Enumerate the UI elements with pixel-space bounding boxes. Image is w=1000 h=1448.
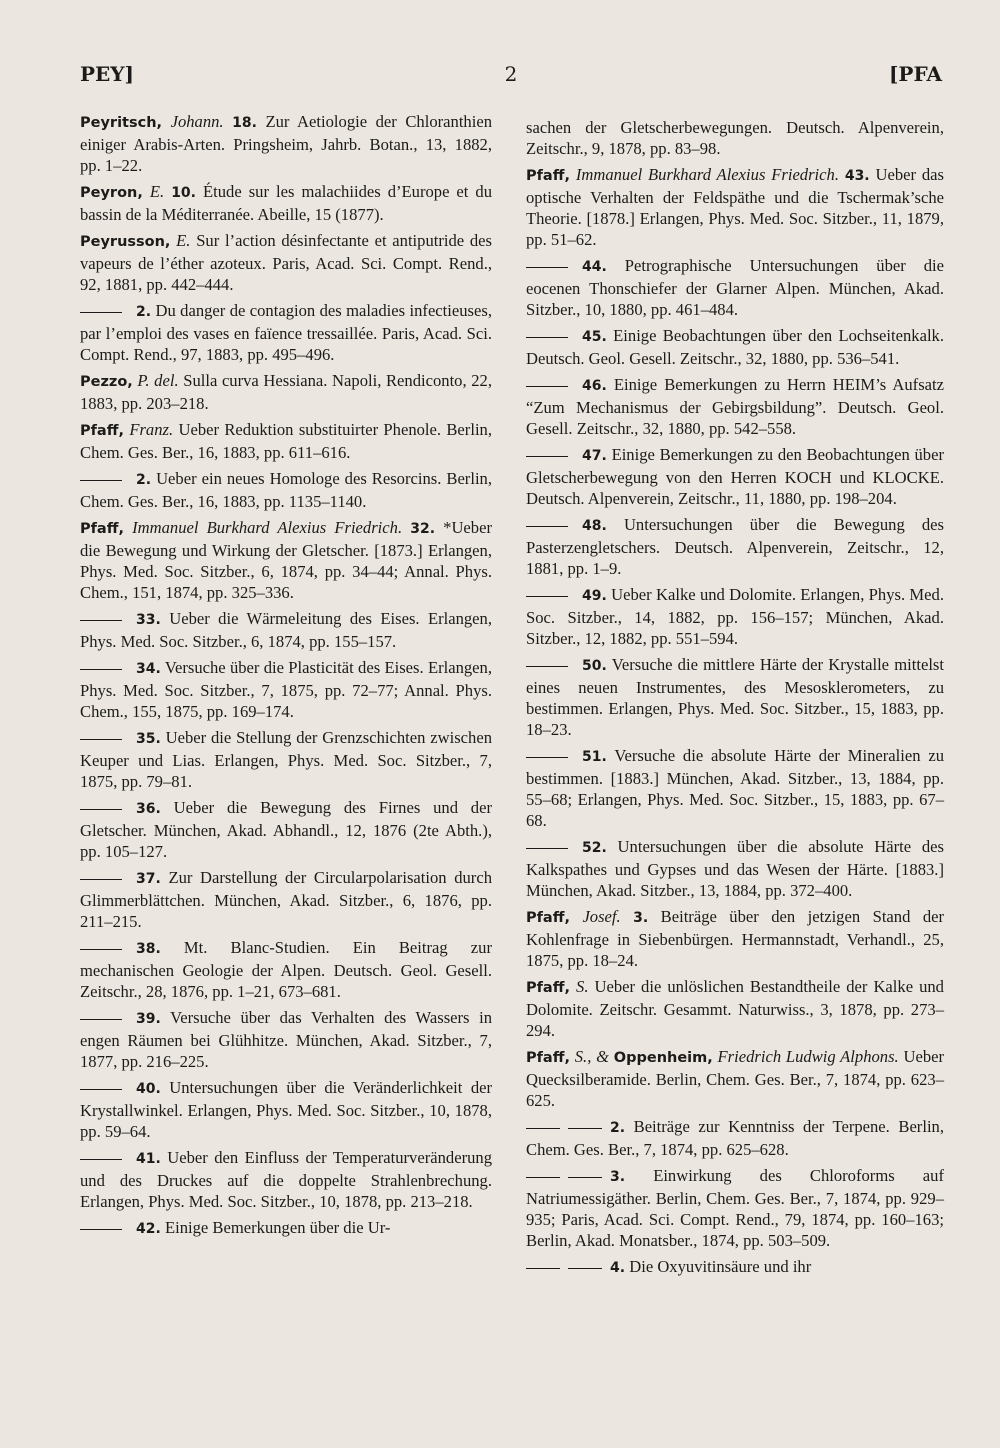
bibliography-entry	[80, 1217, 492, 1240]
entry-number: 44.	[582, 259, 607, 275]
bibliography-entry	[526, 514, 944, 579]
repeat-dash	[80, 312, 122, 313]
repeat-dash	[80, 739, 122, 740]
repeat-dash	[526, 526, 568, 527]
author-given-name: E.	[176, 231, 191, 250]
repeat-dash	[568, 1268, 602, 1269]
author-given-name: P. del.	[137, 371, 179, 390]
author-name: Pfaff,	[526, 168, 570, 184]
entry-text: Einige Bemerkungen zu Herrn HEIM’s Aufsatz “Zum Mechanismus der Gebirgsbildung”. Deutsch. Geol. Gesell. Zeitschr., 32, 1880, pp. 542–558.	[526, 375, 944, 438]
left-column	[80, 111, 492, 1245]
repeat-dash	[80, 949, 122, 950]
entry-text: Versuche die absolute Härte der Mineralien zu bestimmen. [1883.] München, Akad. Sitzber., 13, 1884, pp. 55–68; Erlangen, Phys. Med. Soc. Sitzber., 15, 1883, pp. 67–68.	[526, 746, 944, 830]
bibliography-entry	[526, 906, 944, 971]
repeat-dash	[526, 596, 568, 597]
entry-text: Die Oxyuvitinsäure und ihr	[629, 1257, 812, 1276]
entry-number: 37.	[136, 871, 161, 887]
repeat-dash	[80, 1019, 122, 1020]
author-name: Pfaff,	[80, 521, 124, 537]
author-name: Peyritsch,	[80, 115, 163, 131]
author-name: Pfaff,	[526, 910, 570, 926]
entry-text: Beiträge zur Kenntniss der Terpene. Berlin, Chem. Ges. Ber., 7, 1874, pp. 625–628.	[526, 1117, 944, 1159]
entry-number: 40.	[136, 1081, 161, 1097]
author-given-name: E.	[149, 182, 165, 201]
bibliography-entry	[80, 608, 492, 652]
entry-number: 36.	[136, 801, 161, 817]
repeat-dash	[80, 1229, 122, 1230]
repeat-dash	[80, 879, 122, 880]
author-name: Peyron,	[80, 185, 143, 201]
entry-number: 10.	[171, 185, 196, 201]
author-given-name: Immanuel Burkhard Alexius Friedrich.	[575, 165, 839, 184]
entry-text: Untersuchungen über die absolute Härte des Kalkspathes und Gypses und das Wesen der Härte. [1883.] München, Akad. Sitzber., 13, 1884, pp. 372–400.	[526, 837, 944, 900]
entry-text: Ueber Reduktion substituirter Phenole. Berlin, Chem. Ges. Ber., 16, 1883, pp. 611–616.	[80, 420, 492, 462]
bibliography-entry	[80, 1147, 492, 1212]
entry-number: 38.	[136, 941, 161, 957]
entry-number: 47.	[582, 448, 607, 464]
entry-number: 46.	[582, 378, 607, 394]
entry-text: *Ueber die Bewegung und Wirkung der Gletscher. [1873.] Erlangen, Phys. Med. Soc. Sitzber., 6, 1874, pp. 34–44; Annal. Phys. Chem., 151, 1874, pp. 325–336.	[80, 518, 492, 602]
repeat-dash	[526, 1268, 560, 1269]
repeat-dash	[526, 848, 568, 849]
author-given-name: S., &	[574, 1047, 610, 1066]
repeat-dash	[526, 456, 568, 457]
entry-text: Ueber Quecksilberamide. Berlin, Chem. Ges. Ber., 7, 1874, pp. 623–625.	[526, 1047, 945, 1110]
entry-text: Ueber Kalke und Dolomite. Erlangen, Phys. Med. Soc. Sitzber., 14, 1882, pp. 156–157; München, Akad. Sitzber., 12, 1882, pp. 551–594.	[526, 585, 944, 648]
bibliography-entry	[80, 517, 492, 603]
author-given-name: Johann.	[170, 112, 224, 131]
entry-number: 34.	[136, 661, 161, 677]
entry-text: Untersuchungen über die Veränderlichkeit der Krystallwinkel. Erlangen, Phys. Med. Soc. Sitzber., 10, 1878, pp. 59–64.	[80, 1078, 493, 1141]
entry-number: 32.	[410, 521, 436, 537]
bibliography-entry	[526, 1165, 944, 1251]
bibliography-entry	[526, 255, 944, 320]
entry-number: 50.	[582, 658, 607, 674]
entry-text: Ueber die Stellung der Grenzschichten zwischen Keuper und Lias. Erlangen, Phys. Med. Soc. Sitzber., 7, 1875, pp. 79–81.	[80, 728, 492, 791]
entry-text: Versuche über das Verhalten des Wassers in engen Räumen bei Glühhitze. München, Akad. Sitzber., 7, 1877, pp. 216–225.	[80, 1008, 492, 1071]
entry-number: 2.	[136, 472, 152, 488]
author-given-name: Friedrich Ludwig Alphons.	[717, 1047, 899, 1066]
entry-number: 51.	[582, 749, 607, 765]
entry-text: Einige Bemerkungen über die Ur-	[164, 1218, 391, 1237]
entry-number: 39.	[136, 1011, 161, 1027]
bibliography-entry	[526, 976, 944, 1041]
page-number: 2	[504, 62, 518, 86]
entry-number: 43.	[844, 168, 870, 184]
bibliography-entry	[526, 325, 944, 369]
author-given-name: Immanuel Burkhard Alexius Friedrich.	[132, 518, 403, 537]
header-right: [PFA	[888, 62, 942, 86]
entry-text: Ueber die Bewegung des Firnes und der Gletscher. München, Akad. Abhandl., 12, 1876 (2te Abth.), pp. 105–127.	[80, 798, 492, 861]
bibliography-entry	[526, 745, 944, 831]
entry-text: Zur Aetiologie der Chloranthien einiger Arabis-Arten. Pringsheim, Jahrb. Botan., 13, 1882, pp. 1–22.	[80, 112, 493, 175]
entry-number: 41.	[136, 1151, 161, 1167]
bibliography-entry	[526, 117, 944, 159]
entry-number: 45.	[582, 329, 607, 345]
repeat-dash	[80, 669, 122, 670]
repeat-dash	[80, 1159, 122, 1160]
repeat-dash	[526, 1128, 560, 1129]
repeat-dash	[568, 1177, 602, 1178]
running-header	[80, 62, 942, 92]
entry-text: Sulla curva Hessiana. Napoli, Rendiconto, 22, 1883, pp. 203–218.	[80, 371, 492, 413]
bibliography-entry	[80, 727, 492, 792]
bibliography-entry	[80, 419, 492, 463]
entry-number: 4.	[610, 1260, 626, 1276]
entry-number: 2.	[610, 1120, 626, 1136]
bibliography-entry	[80, 468, 492, 512]
entry-text: sachen der Gletscherbewegungen. Deutsch. Alpenverein, Zeitschr., 9, 1878, pp. 83–98.	[526, 118, 944, 158]
entry-number: 3.	[633, 910, 649, 926]
author-name: Pezzo,	[80, 374, 133, 390]
entry-text: Versuche die mittlere Härte der Krystalle mittelst eines neuen Instrumentes, des Mesosklerometers, zu bestimmen. Erlangen, Phys. Med. Soc. Sitzber., 15, 1883, pp. 18–23.	[526, 655, 944, 739]
entry-text: Sur l’action désinfectante et antiputride des vapeurs de l’éther azoteux. Paris, Acad. Sci. Compt. Rend., 92, 1881, pp. 442–444.	[80, 231, 492, 294]
author-name: Pfaff,	[526, 980, 570, 996]
bibliography-entry	[526, 374, 944, 439]
entry-text: Einwirkung des Chloroforms auf Natriumessigäther. Berlin, Chem. Ges. Ber., 7, 1874, pp. 929–935; Paris, Acad. Sci. Compt. Rend., 79, 1874, pp. 160–163; Berlin, Akad. Monatsber., 1874, pp. 503–509.	[526, 1166, 944, 1250]
entry-text: Versuche über die Plasticität des Eises. Erlangen, Phys. Med. Soc. Sitzber., 7, 1875, pp. 72–77; Annal. Phys. Chem., 155, 1875, pp. 169–174.	[80, 658, 492, 721]
author-given-name: Josef.	[582, 907, 621, 926]
entry-text: Untersuchungen über die Bewegung des Pasterzengletschers. Deutsch. Alpenverein, Zeitschr., 12, 1881, pp. 1–9.	[526, 515, 944, 578]
repeat-dash	[80, 620, 122, 621]
entry-text: Zur Darstellung der Circularpolarisation durch Glimmerblättchen. München, Akad. Sitzber., 6, 1876, pp. 211–215.	[80, 868, 492, 931]
entry-number: 2.	[136, 304, 152, 320]
bibliography-entry	[80, 937, 492, 1002]
right-column	[526, 117, 944, 1284]
repeat-dash	[80, 809, 122, 810]
author-given-name: S.	[576, 977, 589, 996]
bibliography-entry	[526, 1256, 944, 1279]
repeat-dash	[80, 1089, 122, 1090]
entry-text: Ueber ein neues Homologe des Resorcins. Berlin, Chem. Ges. Ber., 16, 1883, pp. 1135–1140.	[80, 469, 492, 511]
bibliography-entry	[80, 370, 492, 414]
bibliography-entry	[80, 111, 492, 176]
author-given-name: Franz.	[129, 420, 174, 439]
author-name: Peyrusson,	[80, 234, 171, 250]
entry-number: 42.	[136, 1221, 161, 1237]
bibliography-entry	[80, 300, 492, 365]
bibliography-entry	[526, 164, 944, 250]
bibliography-entry	[80, 867, 492, 932]
header-left: PEY]	[80, 62, 135, 86]
entry-number: 48.	[582, 518, 607, 534]
bibliography-entry	[526, 1046, 944, 1111]
entry-number: 33.	[136, 612, 161, 628]
entry-text: Ueber das optische Verhalten der Feldspäthe und die Tschermak’sche Theorie. [1878.] Erlangen, Phys. Med. Soc. Sitzber., 11, 1879, pp. 51–62.	[526, 165, 944, 249]
bibliography-entry	[80, 181, 492, 225]
entry-number: 18.	[232, 115, 257, 131]
repeat-dash	[526, 337, 568, 338]
entry-number: 3.	[610, 1169, 626, 1185]
entry-text: Petrographische Untersuchungen über die eocenen Thonschiefer der Glarner Alpen. München, Akad. Sitzber., 10, 1880, pp. 461–484.	[526, 256, 945, 319]
entry-number: 52.	[582, 840, 607, 856]
bibliography-entry	[80, 1077, 492, 1142]
entry-text: Ueber den Einfluss der Temperaturveränderung und des Druckes auf die doppelte Strahlenbrechung. Erlangen, Phys. Med. Soc. Sitzber., 10, 1878, pp. 213–218.	[80, 1148, 492, 1211]
author-name: Oppenheim,	[613, 1050, 713, 1066]
entry-text: Du danger de contagion des maladies infectieuses, par l’emploi des vases en faïence tressaillée. Paris, Acad. Sci. Compt. Rend., 97, 1883, pp. 495–496.	[80, 301, 492, 364]
entry-number: 35.	[136, 731, 161, 747]
entry-text: Étude sur les malachiides d’Europe et du bassin de la Méditerranée. Abeille, 15 (1877).	[80, 182, 493, 224]
entry-text: Einige Bemerkungen zu den Beobachtungen über Gletscherbewegung von den Herren KOCH und KLOCKE. Deutsch. Alpenverein, Zeitschr., 11, 1880, pp. 198–204.	[526, 445, 944, 508]
repeat-dash	[526, 267, 568, 268]
bibliography-entry	[526, 654, 944, 740]
entry-text: Einige Beobachtungen über den Lochseitenkalk. Deutsch. Geol. Gesell. Zeitschr., 32, 1880, pp. 536–541.	[526, 326, 944, 368]
entry-text: Beiträge über den jetzigen Stand der Kohlenfrage in Siebenbürgen. Hermannstadt, Verhandl., 25, 1875, pp. 18–24.	[526, 907, 945, 970]
bibliography-entry	[526, 836, 944, 901]
bibliography-entry	[80, 657, 492, 722]
author-name: Pfaff,	[526, 1050, 570, 1066]
repeat-dash	[526, 386, 568, 387]
repeat-dash	[526, 1177, 560, 1178]
repeat-dash	[526, 666, 568, 667]
bibliography-entry	[526, 584, 944, 649]
bibliography-entry	[80, 230, 492, 295]
repeat-dash	[80, 480, 122, 481]
bibliography-entry	[80, 1007, 492, 1072]
author-name: Pfaff,	[80, 423, 124, 439]
bibliography-entry	[526, 444, 944, 509]
repeat-dash	[568, 1128, 602, 1129]
bibliography-entry	[80, 797, 492, 862]
repeat-dash	[526, 757, 568, 758]
entry-text: Mt. Blanc-Studien. Ein Beitrag zur mechanischen Geologie der Alpen. Deutsch. Geol. Gesell. Zeitschr., 28, 1876, pp. 1–21, 673–681.	[80, 938, 492, 1001]
bibliography-entry	[526, 1116, 944, 1160]
entry-text: Ueber die unlöslichen Bestandtheile der Kalke und Dolomite. Zeitschr. Gesammt. Naturwiss., 3, 1878, pp. 273–294.	[526, 977, 944, 1040]
entry-text: Ueber die Wärmeleitung des Eises. Erlangen, Phys. Med. Soc. Sitzber., 6, 1874, pp. 155–157.	[80, 609, 492, 651]
entry-number: 49.	[582, 588, 607, 604]
